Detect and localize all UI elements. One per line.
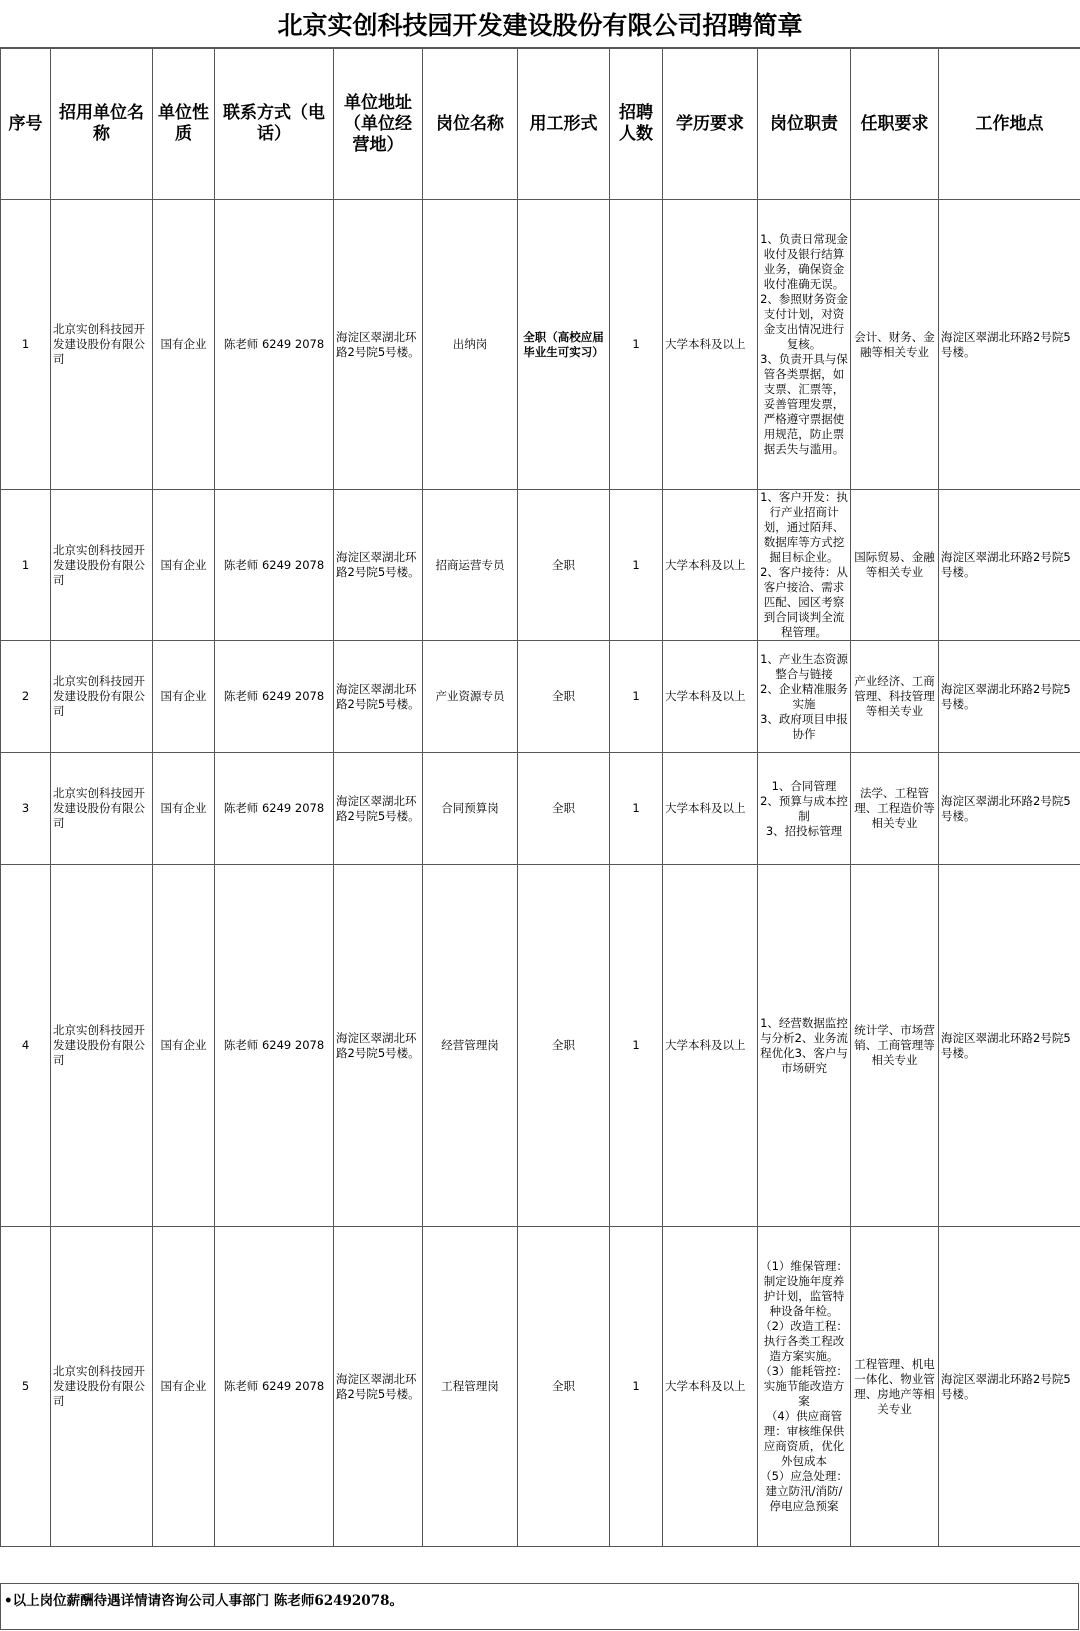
duty-line: 3、负责开具与保管各类票据，如支票、汇票等，妥善管理发票，严格遵守票据使用规范，防止票据丢失与滥用。	[760, 352, 848, 456]
duty-line: （1）维保管理：制定设施年度养护计划，监管特种设备年检。	[760, 1259, 848, 1318]
cell-position: 合同预算岗	[423, 753, 518, 865]
header-duties: 岗位职责	[758, 49, 851, 200]
cell-contact: 陈老师 6249 2078	[215, 490, 334, 641]
cell-education: 大学本科及以上	[663, 641, 758, 753]
cell-address: 海淀区翠湖北环路2号院5号楼。	[334, 641, 423, 753]
table-row	[1, 753, 1080, 865]
cell-position: 工程管理岗	[423, 1227, 518, 1547]
cell-duties	[758, 490, 851, 641]
cell-employment: 全职	[518, 753, 610, 865]
cell-company: 北京实创科技园开发建设股份有限公司	[51, 200, 153, 490]
cell-seq: 4	[1, 865, 51, 1227]
header-count: 招聘人数	[610, 49, 663, 200]
cell-nature: 国有企业	[153, 200, 215, 490]
duty-line: 1、负责日常现金收付及银行结算业务，确保资金收付准确无误。	[760, 232, 848, 291]
footer-note: •以上岗位薪酬待遇详情请咨询公司人事部门 陈老师62492078。	[4, 1593, 403, 1609]
cell-count: 1	[610, 641, 663, 753]
cell-requirements: 统计学、市场营销、工商管理等相关专业	[851, 865, 939, 1227]
cell-company: 北京实创科技园开发建设股份有限公司	[51, 490, 153, 641]
cell-education: 大学本科及以上	[663, 1227, 758, 1547]
cell-education: 大学本科及以上	[663, 753, 758, 865]
cell-nature: 国有企业	[153, 753, 215, 865]
cell-location: 海淀区翠湖北环路2号院5号楼。	[939, 865, 1080, 1227]
cell-seq: 2	[1, 641, 51, 753]
cell-requirements: 会计、财务、金融等相关专业	[851, 200, 939, 490]
duty-line: （4）供应商管理：审核维保供应商资质，优化外包成本	[763, 1409, 845, 1468]
duty-line: 1、产业生态资源整合与链接	[760, 651, 848, 681]
cell-position: 出纳岗	[423, 200, 518, 490]
header-seq: 序号	[1, 49, 51, 200]
cell-company: 北京实创科技园开发建设股份有限公司	[51, 641, 153, 753]
cell-contact: 陈老师 6249 2078	[215, 641, 334, 753]
cell-location: 海淀区翠湖北环路2号院5号楼。	[939, 200, 1080, 490]
cell-education: 大学本科及以上	[663, 200, 758, 490]
duty-line: （2）改造工程：执行各类工程改造方案实施。	[760, 1319, 848, 1363]
cell-duties	[758, 641, 851, 753]
duty-line: 2、预算与成本控制	[760, 793, 848, 823]
cell-nature: 国有企业	[153, 865, 215, 1227]
duty-line: 2、客户接待：从客户接洽、需求匹配、园区考察到合同谈判全流程管理。	[760, 565, 848, 639]
cell-location: 海淀区翠湖北环路2号院5号楼。	[939, 1227, 1080, 1547]
cell-requirements: 产业经济、工商管理、科技管理等相关专业	[851, 641, 939, 753]
cell-location: 海淀区翠湖北环路2号院5号楼。	[939, 753, 1080, 865]
header-company: 招用单位名称	[51, 49, 153, 200]
table-row	[1, 1227, 1080, 1547]
cell-contact: 陈老师 6249 2078	[215, 200, 334, 490]
cell-employment: 全职	[518, 641, 610, 753]
cell-address: 海淀区翠湖北环路2号院5号楼。	[334, 200, 423, 490]
table-row	[1, 865, 1080, 1227]
cell-location: 海淀区翠湖北环路2号院5号楼。	[939, 641, 1080, 753]
cell-location: 海淀区翠湖北环路2号院5号楼。	[939, 490, 1080, 641]
cell-duties	[758, 200, 851, 490]
cell-requirements: 国际贸易、金融等相关专业	[851, 490, 939, 641]
cell-position: 招商运营专员	[423, 490, 518, 641]
header-requirements: 任职要求	[851, 49, 939, 200]
cell-count: 1	[610, 490, 663, 641]
cell-position: 经营管理岗	[423, 865, 518, 1227]
cell-employment: 全职（高校应届毕业生可实习）	[518, 200, 610, 490]
cell-count: 1	[610, 753, 663, 865]
cell-count: 1	[610, 200, 663, 490]
cell-requirements: 工程管理、机电一体化、物业管理、房地产等相关专业	[851, 1227, 939, 1547]
cell-education: 大学本科及以上	[663, 490, 758, 641]
cell-nature: 国有企业	[153, 490, 215, 641]
cell-address: 海淀区翠湖北环路2号院5号楼。	[334, 753, 423, 865]
header-contact: 联系方式（电话）	[215, 49, 334, 200]
cell-education: 大学本科及以上	[663, 865, 758, 1227]
duty-line: 2、企业精准服务实施	[760, 681, 848, 711]
duty-line: 1、客户开发：执行产业招商计划，通过陌拜、数据库等方式挖掘目标企业。	[760, 490, 848, 564]
cell-employment: 全职	[518, 865, 610, 1227]
cell-seq: 5	[1, 1227, 51, 1547]
cell-company: 北京实创科技园开发建设股份有限公司	[51, 865, 153, 1227]
cell-address: 海淀区翠湖北环路2号院5号楼。	[334, 490, 423, 641]
cell-nature: 国有企业	[153, 1227, 215, 1547]
cell-contact: 陈老师 6249 2078	[215, 1227, 334, 1547]
cell-count: 1	[610, 865, 663, 1227]
cell-employment: 全职	[518, 490, 610, 641]
header-row	[1, 49, 1080, 200]
cell-seq: 3	[1, 753, 51, 865]
cell-address: 海淀区翠湖北环路2号院5号楼。	[334, 865, 423, 1227]
cell-count: 1	[610, 1227, 663, 1547]
duty-line: 2、参照财务资金支付计划，对资金支出情况进行复核。	[760, 292, 848, 351]
cell-address: 海淀区翠湖北环路2号院5号楼。	[334, 1227, 423, 1547]
cell-contact: 陈老师 6249 2078	[215, 753, 334, 865]
cell-position: 产业资源专员	[423, 641, 518, 753]
cell-company: 北京实创科技园开发建设股份有限公司	[51, 753, 153, 865]
cell-company: 北京实创科技园开发建设股份有限公司	[51, 1227, 153, 1547]
header-position: 岗位名称	[423, 49, 518, 200]
recruitment-table	[0, 48, 1080, 1547]
duty-line: 1、合同管理	[771, 778, 837, 793]
table-row	[1, 641, 1080, 753]
header-nature: 单位性质	[153, 49, 215, 200]
page-title: 北京实创科技园开发建设股份有限公司招聘简章	[0, 0, 1080, 48]
cell-seq: 1	[1, 490, 51, 641]
header-address: 单位地址（单位经营地）	[334, 49, 423, 200]
duty-line: 1、经营数据监控与分析2、业务流程优化3、客户与市场研究	[760, 1015, 848, 1075]
cell-contact: 陈老师 6249 2078	[215, 865, 334, 1227]
cell-duties	[758, 753, 851, 865]
duty-line: 3、政府项目申报协作	[760, 711, 848, 741]
header-employment: 用工形式	[518, 49, 610, 200]
duty-line: （5）应急处理：建立防汛/消防/停电应急预案	[760, 1469, 848, 1513]
duty-line: 3、招投标管理	[765, 823, 843, 838]
duty-line: （3）能耗管控：实施节能改造方案	[760, 1364, 848, 1408]
header-location: 工作地点	[939, 49, 1080, 200]
cell-requirements: 法学、工程管理、工程造价等相关专业	[851, 753, 939, 865]
cell-employment: 全职	[518, 1227, 610, 1547]
table-row	[1, 200, 1080, 490]
header-education: 学历要求	[663, 49, 758, 200]
cell-duties	[758, 865, 851, 1227]
cell-duties	[758, 1227, 851, 1547]
cell-nature: 国有企业	[153, 641, 215, 753]
cell-seq: 1	[1, 200, 51, 490]
table-row	[1, 490, 1080, 641]
